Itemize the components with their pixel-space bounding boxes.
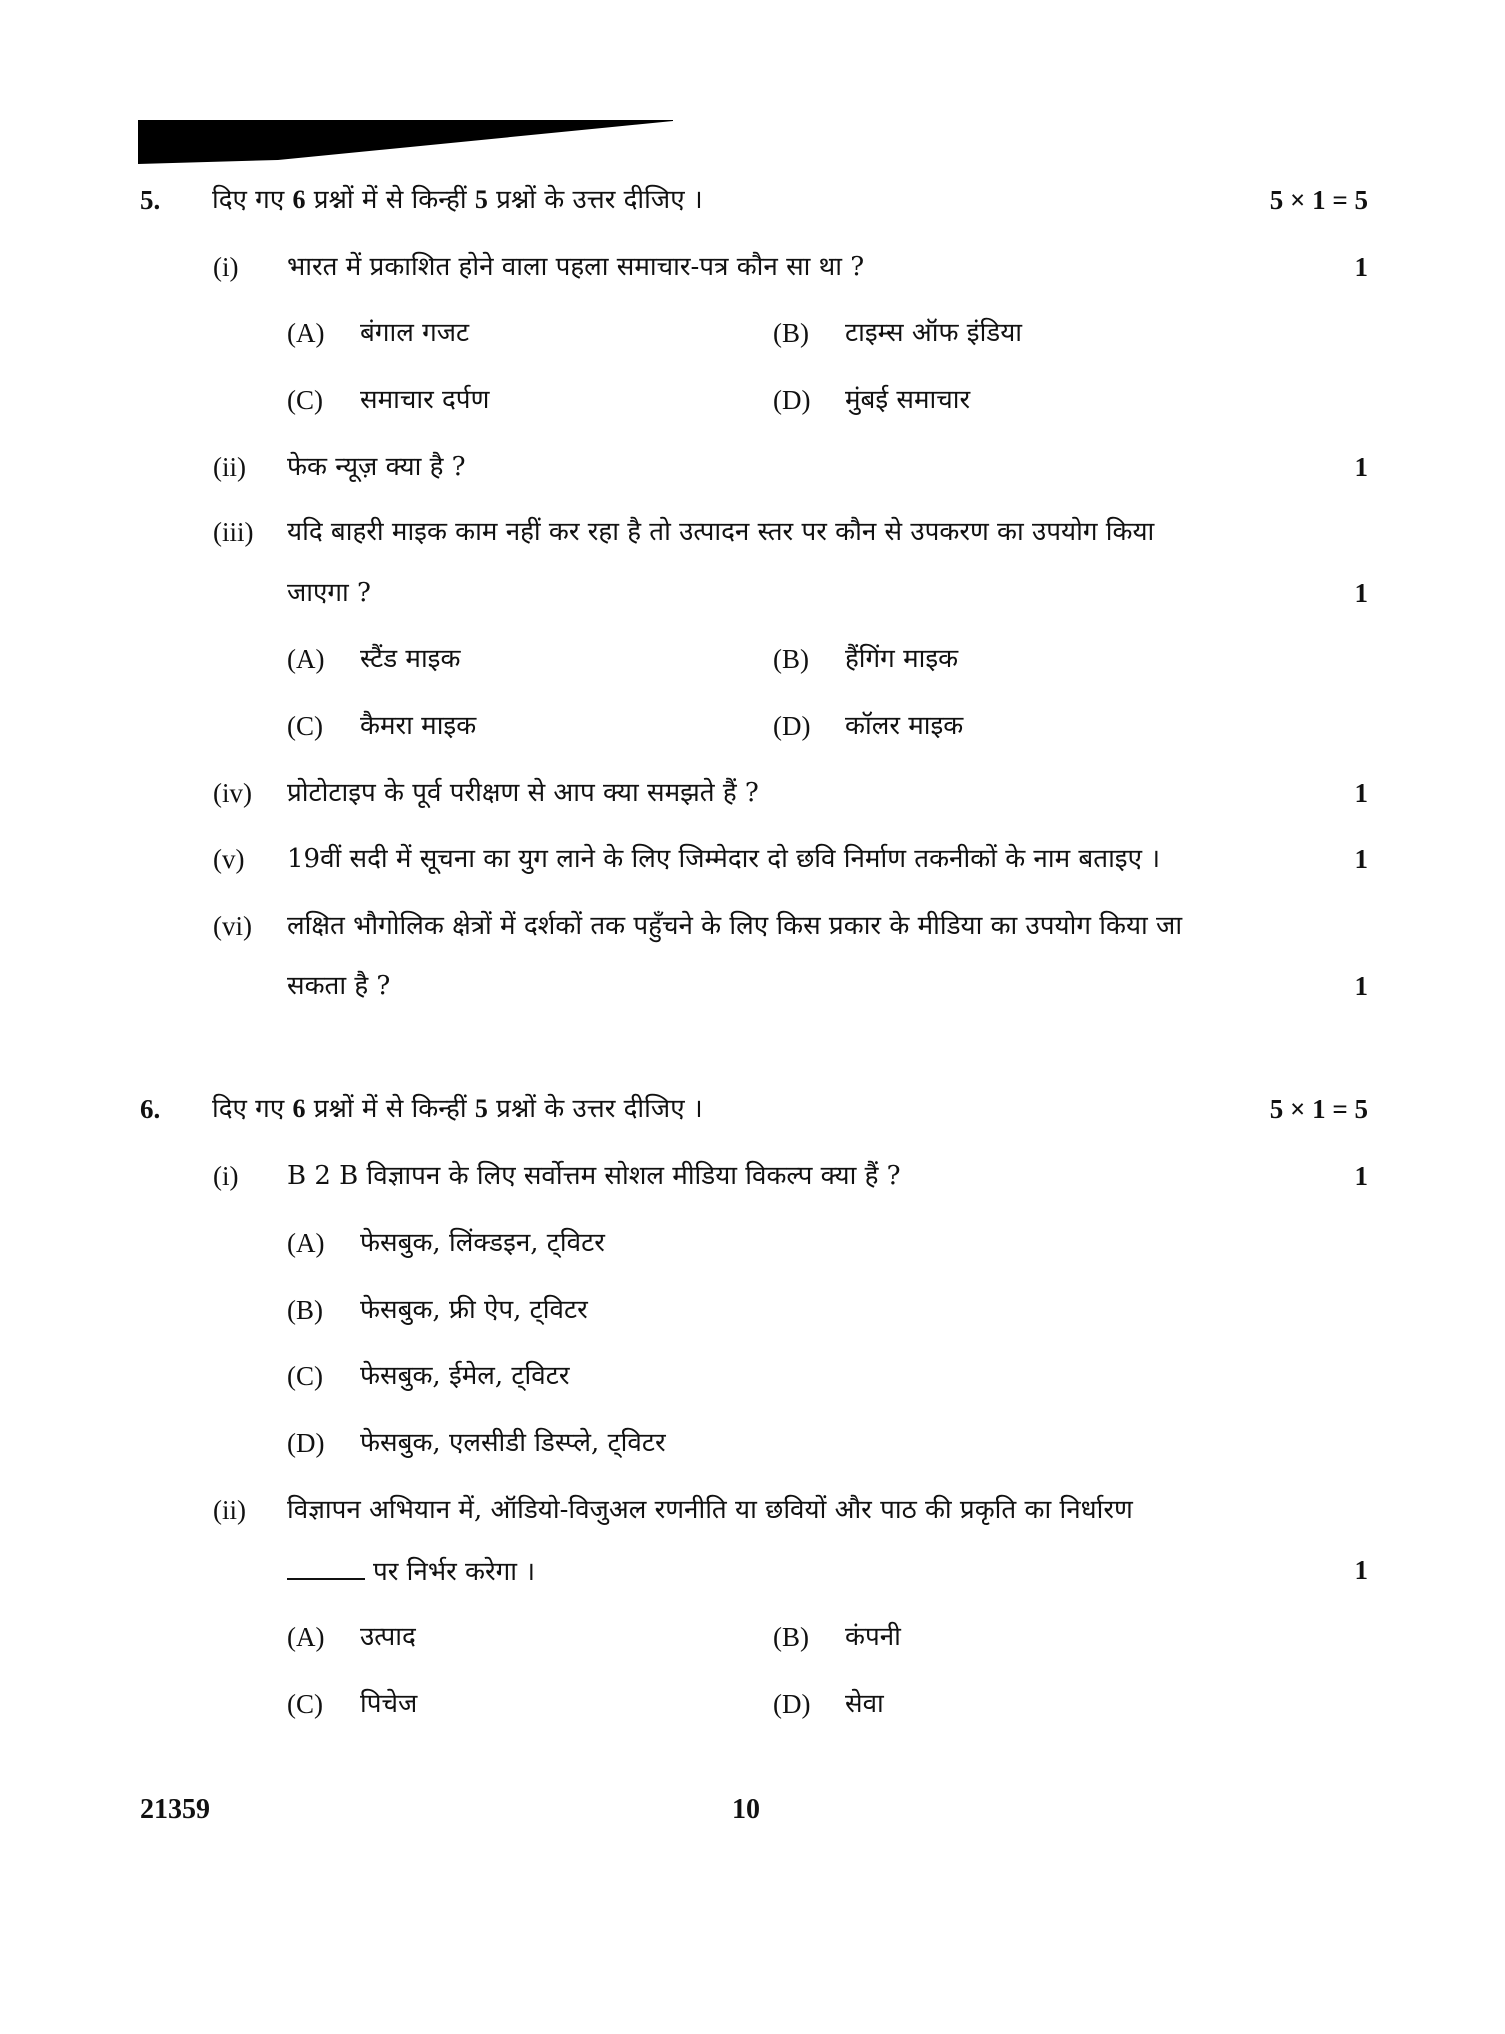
- sub-question: [0, 447, 1505, 487]
- sub-question-continuation: [0, 1550, 1505, 1590]
- blank-underline: [287, 1550, 365, 1580]
- sub-question-marks: 1: [1354, 252, 1368, 282]
- sub-question: [0, 247, 1505, 287]
- option-label: (B): [287, 1295, 323, 1325]
- sub-question-text-cont: पर निर्भर करेगा ।: [373, 1557, 536, 1587]
- option-text: फेसबुक, ईमेल, ट्विटर: [360, 1361, 570, 1391]
- option-label: (C): [287, 385, 323, 415]
- sub-question-label: (i): [213, 252, 239, 282]
- option-label: (D): [773, 711, 811, 741]
- sub-question-label: (iv): [213, 778, 252, 808]
- fill-in-blank-line: [287, 1550, 535, 1592]
- option-label: (B): [773, 1622, 809, 1652]
- option-row: [0, 1356, 1505, 1396]
- option-row: [0, 639, 1505, 679]
- option-text: फेसबुक, लिंक्डइन, ट्विटर: [360, 1228, 605, 1258]
- sub-question-text: लक्षित भौगोलिक क्षेत्रों में दर्शकों तक पहुँचने के लिए किस प्रकार के मीडिया का उपयोग किया जा: [287, 911, 1183, 941]
- option-row: [0, 380, 1505, 420]
- question-5-header: [0, 180, 1505, 220]
- option-label: (B): [773, 318, 809, 348]
- sub-question-text: यदि बाहरी माइक काम नहीं कर रहा है तो उत्पादन स्तर पर कौन से उपकरण का उपयोग किया: [287, 517, 1155, 547]
- sub-question-marks: 1: [1354, 778, 1368, 808]
- option-text: कैमरा माइक: [360, 711, 477, 741]
- question-marks: 5 × 1 = 5: [1269, 185, 1368, 215]
- option-row: [0, 1290, 1505, 1330]
- option-text: उत्पाद: [360, 1622, 416, 1652]
- sub-question-text: भारत में प्रकाशित होने वाला पहला समाचार-पत्र कौन सा था ?: [287, 252, 865, 282]
- option-text: कंपनी: [845, 1622, 901, 1652]
- sub-question-marks: 1: [1354, 578, 1368, 608]
- question-marks: 5 × 1 = 5: [1269, 1094, 1368, 1124]
- option-label: (B): [773, 644, 809, 674]
- option-text: समाचार दर्पण: [360, 385, 490, 415]
- question-instruction: दिए गए 6 प्रश्नों में से किन्हीं 5 प्रश्नों के उत्तर दीजिए ।: [212, 185, 703, 215]
- option-text: बंगाल गजट: [360, 318, 470, 348]
- option-label: (A): [287, 1228, 325, 1258]
- sub-question-marks: 1: [1354, 452, 1368, 482]
- option-text: फेसबुक, फ्री ऐप, ट्विटर: [360, 1295, 588, 1325]
- option-label: (A): [287, 1622, 325, 1652]
- option-row: [0, 1684, 1505, 1724]
- option-row: [0, 706, 1505, 746]
- sub-question-marks: 1: [1354, 1161, 1368, 1191]
- question-number: 5.: [140, 185, 161, 215]
- sub-question-text-cont: सकता है ?: [287, 971, 391, 1001]
- sub-question: [0, 839, 1505, 879]
- option-label: (D): [773, 385, 811, 415]
- sub-question-label: (iii): [213, 517, 254, 547]
- option-label: (A): [287, 644, 325, 674]
- option-text: टाइम्स ऑफ इंडिया: [845, 318, 1023, 348]
- sub-question-text: फेक न्यूज़ क्या है ?: [287, 452, 466, 482]
- sub-question: [0, 512, 1505, 552]
- sub-question-marks: 1: [1354, 1555, 1368, 1585]
- question-number: 6.: [140, 1094, 161, 1124]
- option-row: [0, 1617, 1505, 1657]
- sub-question-text: 19वीं सदी में सूचना का युग लाने के लिए जिम्मेदार दो छवि निर्माण तकनीकों के नाम बताइए ।: [287, 844, 1161, 874]
- sub-question: [0, 773, 1505, 813]
- sub-question-continuation: [0, 966, 1505, 1006]
- option-row: [0, 1223, 1505, 1263]
- sub-question-marks: 1: [1354, 844, 1368, 874]
- option-text: मुंबई समाचार: [845, 385, 971, 415]
- option-label: (A): [287, 318, 325, 348]
- sub-question-text: विज्ञापन अभियान में, ऑडियो-विजुअल रणनीति या छवियों और पाठ की प्रकृति का निर्धारण: [287, 1495, 1133, 1525]
- option-text: स्टैंड माइक: [360, 644, 461, 674]
- header-black-wedge: [138, 120, 673, 164]
- page-number: 10: [732, 1794, 760, 1825]
- sub-question: [0, 1156, 1505, 1196]
- option-label: (D): [773, 1689, 811, 1719]
- sub-question-label: (ii): [213, 1495, 246, 1525]
- sub-question-label: (ii): [213, 452, 246, 482]
- sub-question-label: (v): [213, 844, 245, 874]
- sub-question-label: (i): [213, 1161, 239, 1191]
- question-instruction: दिए गए 6 प्रश्नों में से किन्हीं 5 प्रश्नों के उत्तर दीजिए ।: [212, 1094, 703, 1124]
- sub-question-text-cont: जाएगा ?: [287, 578, 371, 608]
- sub-question-text: प्रोटोटाइप के पूर्व परीक्षण से आप क्या समझते हैं ?: [287, 778, 759, 808]
- sub-question-marks: 1: [1354, 971, 1368, 1001]
- option-label: (D): [287, 1428, 325, 1458]
- option-text: सेवा: [845, 1689, 884, 1719]
- sub-question-continuation: [0, 573, 1505, 613]
- option-label: (C): [287, 1689, 323, 1719]
- question-6-header: [0, 1089, 1505, 1129]
- sub-question-text: B 2 B विज्ञापन के लिए सर्वोत्तम सोशल मीडिया विकल्प क्या हैं ?: [287, 1161, 901, 1191]
- option-label: (C): [287, 711, 323, 741]
- option-text: पिचेज: [360, 1689, 418, 1719]
- option-label: (C): [287, 1361, 323, 1391]
- sub-question: [0, 906, 1505, 946]
- option-row: [0, 313, 1505, 353]
- sub-question: [0, 1490, 1505, 1530]
- sub-question-label: (vi): [213, 911, 252, 941]
- paper-code: 21359: [140, 1794, 210, 1825]
- option-row: [0, 1423, 1505, 1463]
- option-text: कॉलर माइक: [845, 711, 964, 741]
- option-text: हैंगिंग माइक: [845, 644, 959, 674]
- option-text: फेसबुक, एलसीडी डिस्प्ले, ट्विटर: [360, 1428, 666, 1458]
